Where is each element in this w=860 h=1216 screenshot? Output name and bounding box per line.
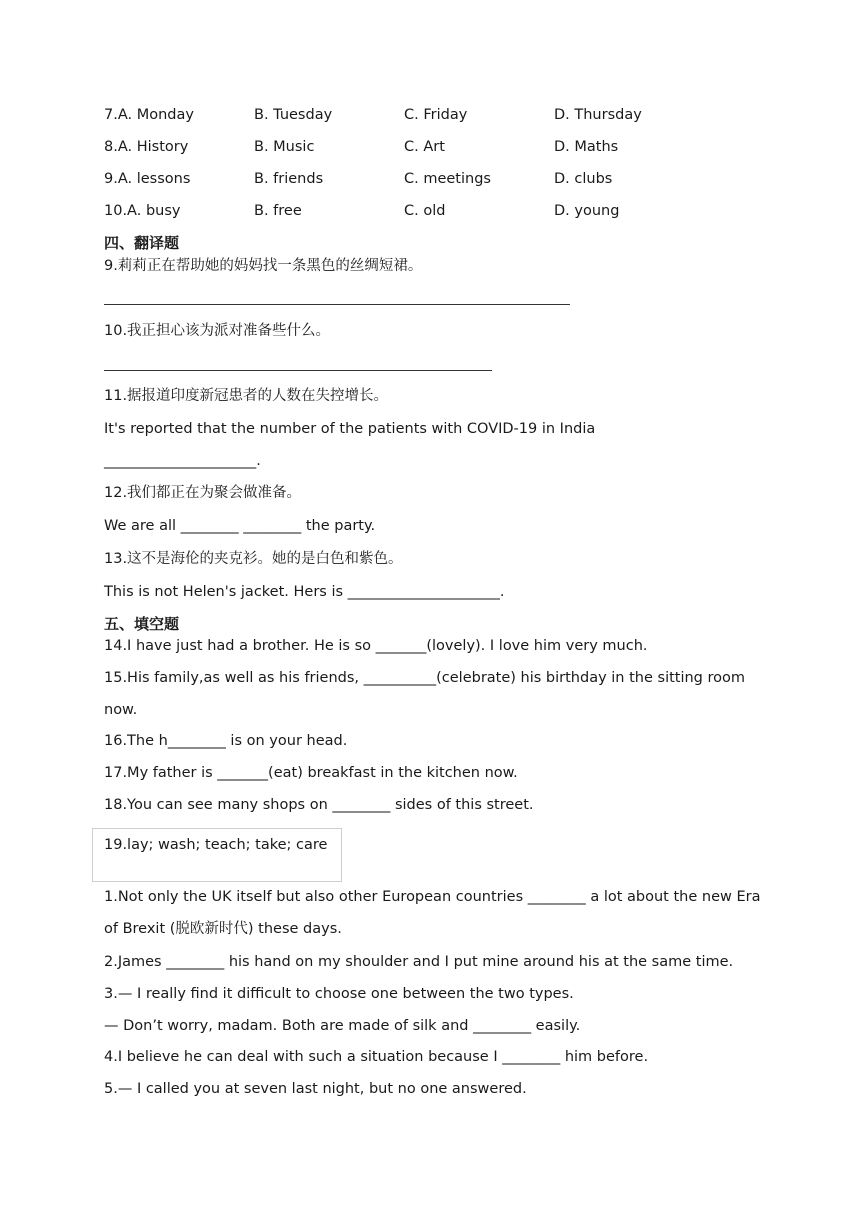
option-7c: C. Friday xyxy=(404,107,468,123)
sentence-2: 2.James ________ his hand on my shoulder and I put mine around his at the same time. xyxy=(104,954,734,970)
option-9d: D. clubs xyxy=(554,171,613,187)
question-12-english: We are all ________ ________ the party. xyxy=(104,518,376,534)
option-9a: 9.A. lessons xyxy=(104,171,191,187)
option-10c: C. old xyxy=(404,203,446,219)
sentence-3: 3.— I really find it difficult to choose one between the two types. xyxy=(104,986,574,1002)
question-17: 17.My father is _______(eat) breakfast in the kitchen now. xyxy=(104,765,518,781)
question-15: 15.His family,as well as his friends, __________(celebrate) his birthday in the sitting room xyxy=(104,670,746,686)
option-9b: B. friends xyxy=(254,171,324,187)
option-7a: 7.A. Monday xyxy=(104,107,194,123)
question-14: 14.I have just had a brother. He is so _______(lovely). I love him very much. xyxy=(104,638,648,654)
sentence-5: 5.— I called you at seven last night, but no one answered. xyxy=(104,1081,527,1097)
sentence-1-cont: of Brexit (脱欧新时代) these days. xyxy=(104,921,342,937)
option-10b: B. free xyxy=(254,203,302,219)
sentence-1: 1.Not only the UK itself but also other European countries ________ a lot about the new Era xyxy=(104,889,761,905)
question-11: 11.据报道印度新冠患者的人数在失控增长。 xyxy=(104,388,389,404)
question-13: 13.这不是海伦的夹克衫。她的是白色和紫色。 xyxy=(104,551,403,567)
question-18: 18.You can see many shops on ________ sides of this street. xyxy=(104,797,534,813)
sentence-4: 4.I believe he can deal with such a situation because I ________ him before. xyxy=(104,1049,649,1065)
section4-heading: 四、翻译题 xyxy=(104,234,180,252)
answer-line-10 xyxy=(104,370,492,371)
question-11-blank: _____________________. xyxy=(104,453,261,469)
question-13-english: This is not Helen's jacket. Hers is _____________________. xyxy=(104,584,505,600)
sentence-3-reply: — Don’t worry, madam. Both are made of silk and ________ easily. xyxy=(104,1018,581,1034)
answer-line-9 xyxy=(104,304,570,305)
option-7d: D. Thursday xyxy=(554,107,642,123)
question-12: 12.我们都正在为聚会做准备。 xyxy=(104,485,302,501)
option-7b: B. Tuesday xyxy=(254,107,333,123)
word-bank: 19.lay; wash; teach; take; care xyxy=(104,837,328,853)
section5-heading: 五、填空题 xyxy=(104,615,180,633)
option-8d: D. Maths xyxy=(554,139,619,155)
option-8c: C. Art xyxy=(404,139,445,155)
question-9: 9.莉莉正在帮助她的妈妈找一条黑色的丝绸短裙。 xyxy=(104,258,423,274)
question-16: 16.The h________ is on your head. xyxy=(104,733,348,749)
option-9c: C. meetings xyxy=(404,171,491,187)
option-8a: 8.A. History xyxy=(104,139,189,155)
option-10a: 10.A. busy xyxy=(104,203,181,219)
question-11-english: It's reported that the number of the patients with COVID-19 in India xyxy=(104,421,596,437)
question-15-cont: now. xyxy=(104,702,138,718)
question-10: 10.我正担心该为派对准备些什么。 xyxy=(104,323,331,339)
option-8b: B. Music xyxy=(254,139,315,155)
option-10d: D. young xyxy=(554,203,620,219)
